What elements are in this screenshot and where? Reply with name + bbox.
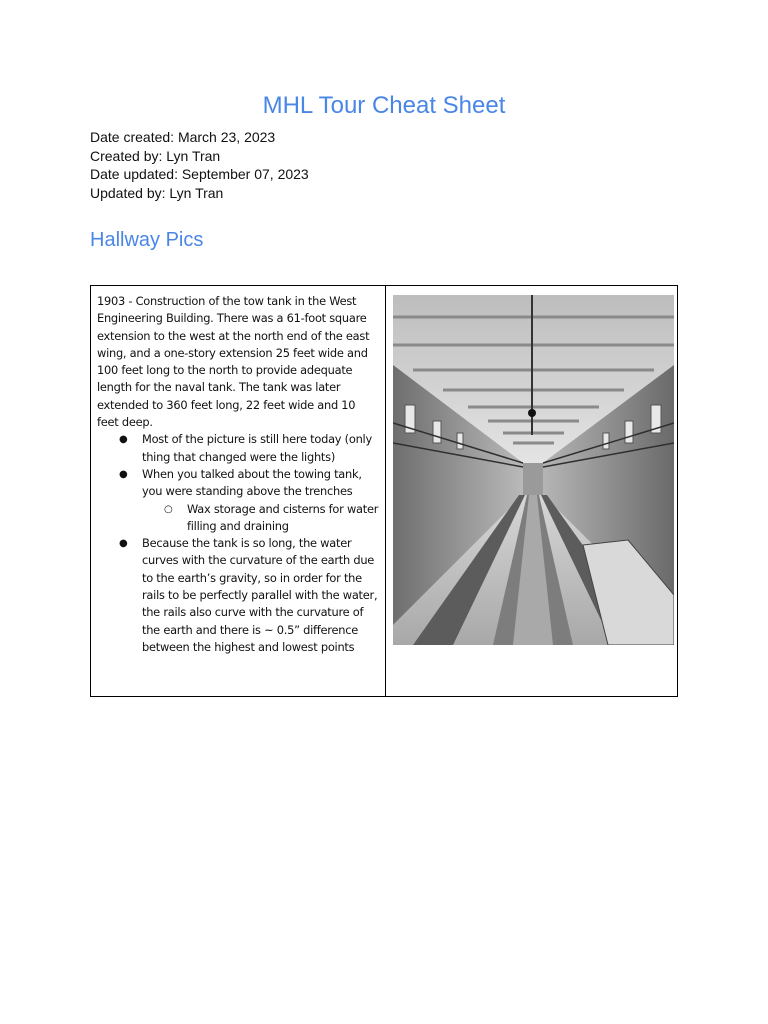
table-text-cell xyxy=(91,286,386,696)
content-table xyxy=(90,285,678,697)
intro-paragraph: 1903 - Construction of the tow tank in the West Engineering Building. There was a 61-foot square extension to the west at the north end of the east wing, and a one-story extension 25 feet wide and 100 feet long to the north to provide adequate length for the naval tank. The tank was later extended to 360 feet long, 22 feet wide and 10 feet deep. xyxy=(97,294,370,430)
tow-tank-photo xyxy=(393,295,674,645)
list-item xyxy=(97,431,379,466)
updated-by: Updated by: Lyn Tran xyxy=(90,184,224,201)
table-image-cell xyxy=(386,286,677,696)
document-title: MHL Tour Cheat Sheet xyxy=(262,92,506,119)
section-heading: Hallway Pics xyxy=(90,229,204,251)
list-item xyxy=(97,466,379,535)
bullet-icon: ● xyxy=(119,434,128,446)
list-item-text: Most of the picture is still here today (only thing that changed were the lights) xyxy=(142,432,372,464)
bullet-icon: ● xyxy=(119,538,128,550)
sub-list-item xyxy=(142,501,379,536)
hollow-bullet-icon: ○ xyxy=(164,503,173,515)
sub-list-item-text: Wax storage and cisterns for water filling and draining xyxy=(187,501,379,533)
list-item-text: When you talked about the towing tank, you were standing above the trenches xyxy=(142,466,362,499)
sub-bullet-list xyxy=(142,501,379,536)
list-item xyxy=(97,535,379,656)
date-updated: Date updated: September 07, 2023 xyxy=(90,166,309,182)
created-by: Created by: Lyn Tran xyxy=(90,147,221,164)
list-item-text: Because the tank is so long, the water curves with the curvature of the earth due to the earth’s gravity, so in order for the rails to be perfectly parallel with the water, the rails also curve with the curvature of the earth and there is ~ 0.5” difference between the highest and lowest points xyxy=(142,536,378,654)
date-created: Date created: March 23, 2023 xyxy=(90,129,276,145)
bullet-list xyxy=(97,431,379,656)
bullet-icon: ● xyxy=(119,468,128,480)
document-metadata xyxy=(90,128,309,202)
